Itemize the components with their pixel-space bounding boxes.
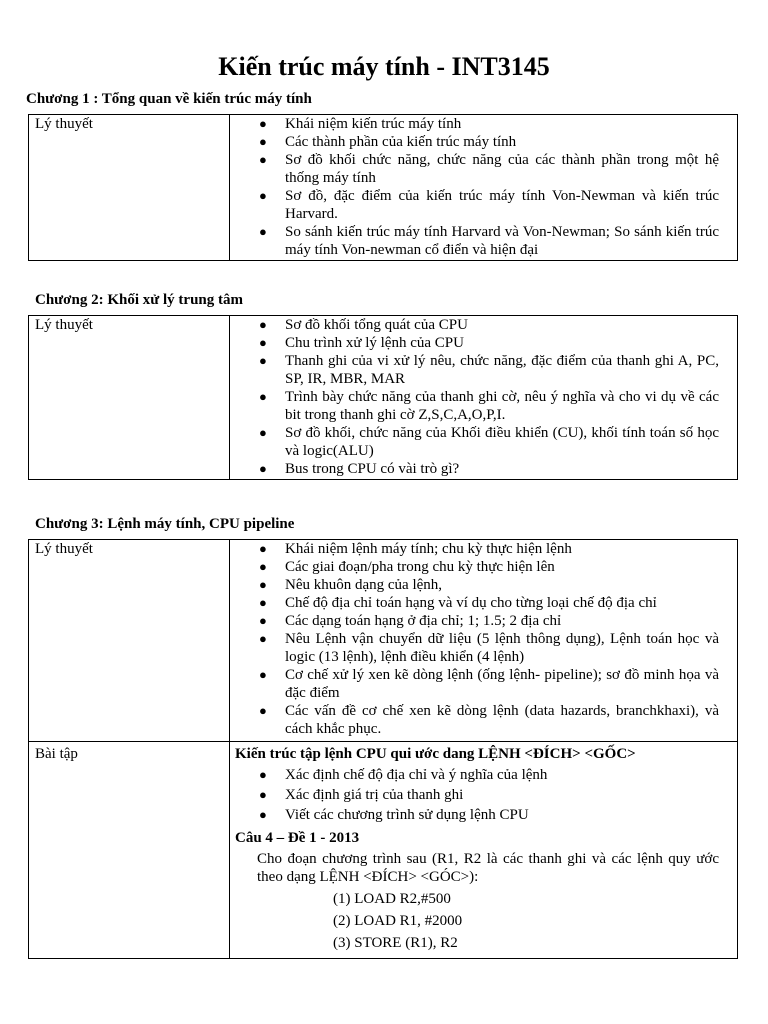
list-item: ● Viết các chương trình sử dụng lệnh CPU bbox=[259, 807, 529, 823]
bullet-icon: ● bbox=[259, 461, 267, 476]
list-item: ● Sơ đồ khối chức năng, chức năng của các thành phần trong một hệ thống máy tính bbox=[259, 152, 719, 186]
row-content bbox=[230, 316, 738, 480]
list-item: ● Xác định giá trị của thanh ghi bbox=[259, 787, 464, 803]
bullet-icon: ● bbox=[259, 703, 267, 718]
row-content bbox=[230, 540, 738, 742]
row-content bbox=[230, 742, 738, 959]
chapter-3-table bbox=[28, 539, 738, 959]
list-item: ● Chế độ địa chỉ toán hạng và ví dụ cho từng loại chế độ địa chỉ bbox=[259, 595, 657, 611]
list-item: ● So sánh kiến trúc máy tính Harvard và Von-Newman; So sánh kiến trúc máy tính Von-newman cổ điển và hiện đại bbox=[259, 224, 719, 258]
bullet-icon: ● bbox=[259, 317, 267, 332]
bullet-icon: ● bbox=[259, 335, 267, 350]
bullet-icon: ● bbox=[259, 541, 267, 556]
table-row bbox=[29, 540, 738, 742]
bullet-icon: ● bbox=[259, 767, 267, 782]
list-item: ● Sơ đồ khối, chức năng của Khối điều khiển (CU), khối tính toán số học và logic(ALU) bbox=[259, 425, 719, 459]
bullet-icon: ● bbox=[259, 224, 267, 239]
bullet-icon: ● bbox=[259, 188, 267, 203]
chapter-1-heading: Chương 1 : Tổng quan về kiến trúc máy tính bbox=[26, 91, 312, 107]
list-item: ● Trình bày chức năng của thanh ghi cờ, nêu ý nghĩa và cho vi dụ về các bit trong thanh ghi cờ Z,S,C,A,O,P,I. bbox=[259, 389, 719, 423]
bullet-icon: ● bbox=[259, 595, 267, 610]
list-item: ● Sơ đồ khối tổng quát của CPU bbox=[259, 317, 468, 333]
bullet-icon: ● bbox=[259, 613, 267, 628]
chapter-2-table bbox=[28, 315, 738, 480]
list-item: ● Chu trình xử lý lệnh của CPU bbox=[259, 335, 464, 351]
chapter-2-heading: Chương 2: Khối xử lý trung tâm bbox=[35, 292, 243, 308]
chapter-3-heading: Chương 3: Lệnh máy tính, CPU pipeline bbox=[35, 516, 295, 532]
code-line: (2) LOAD R1, #2000 bbox=[333, 913, 463, 929]
list-item: ● Nêu Lệnh vận chuyển dữ liệu (5 lệnh thông dụng), Lệnh toán học và logic (13 lệnh), lệnh điều khiển (4 lệnh) bbox=[259, 631, 719, 665]
bullet-icon: ● bbox=[259, 116, 267, 131]
question-title: Câu 4 – Đề 1 - 2013 bbox=[235, 830, 360, 846]
list-item: ● Cơ chế xử lý xen kẽ dòng lệnh (ống lệnh- pipeline); sơ đồ minh họa và đặc điểm bbox=[259, 667, 719, 701]
exercise-heading: Kiến trúc tập lệnh CPU qui ước dang LỆNH <ĐÍCH> <GỐC> bbox=[235, 746, 636, 762]
bullet-icon: ● bbox=[259, 787, 267, 802]
list-item: ● Nêu khuôn dạng của lệnh, bbox=[259, 577, 443, 593]
list-item: ● Các thành phần của kiến trúc máy tính bbox=[259, 134, 517, 150]
row-label: Lý thuyết bbox=[29, 115, 230, 261]
row-label: Lý thuyết bbox=[29, 316, 230, 480]
chapter-1-table bbox=[28, 114, 738, 261]
row-label: Lý thuyết bbox=[29, 540, 230, 742]
table-row bbox=[29, 316, 738, 480]
bullet-icon: ● bbox=[259, 425, 267, 440]
bullet-icon: ● bbox=[259, 389, 267, 404]
bullet-icon: ● bbox=[259, 559, 267, 574]
list-item: ● Khái niệm lệnh máy tính; chu kỳ thực hiện lệnh bbox=[259, 541, 572, 557]
bullet-icon: ● bbox=[259, 577, 267, 592]
list-item: ● Các vấn đề cơ chế xen kẽ dòng lệnh (data hazards, branchkhaxi), và cách khắc phục. bbox=[259, 703, 719, 737]
page-title: Kiến trúc máy tính - INT3145 bbox=[218, 52, 550, 81]
bullet-icon: ● bbox=[259, 667, 267, 682]
list-item: ● Sơ đồ, đặc điểm của kiến trúc máy tính Von-Newman và kiến trúc Harvard. bbox=[259, 188, 719, 222]
list-item: ● Khái niệm kiến trúc máy tính bbox=[259, 116, 462, 132]
code-line: (1) LOAD R2,#500 bbox=[333, 891, 451, 907]
bullet-icon: ● bbox=[259, 134, 267, 149]
bullet-icon: ● bbox=[259, 152, 267, 167]
row-label: Bài tập bbox=[29, 742, 230, 959]
row-content bbox=[230, 115, 738, 261]
list-item: ● Các dạng toán hạng ở địa chỉ; 1; 1.5; 2 địa chỉ bbox=[259, 613, 562, 629]
topic-list bbox=[235, 115, 719, 259]
table-row bbox=[29, 115, 738, 261]
bullet-icon: ● bbox=[259, 807, 267, 822]
list-item: ● Các giai đoạn/pha trong chu kỳ thực hiện lên bbox=[259, 559, 555, 575]
list-item: ● Xác định chế độ địa chỉ và ý nghĩa của lệnh bbox=[259, 767, 548, 783]
table-row bbox=[29, 742, 738, 959]
question-text: Cho đoạn chương trình sau (R1, R2 là các thanh ghi và các lệnh quy ước theo dạng LỆNH <ĐÍCH> <GÓC>): bbox=[257, 851, 719, 885]
bullet-icon: ● bbox=[259, 631, 267, 646]
topic-list bbox=[235, 316, 719, 478]
topic-list bbox=[235, 540, 719, 738]
bullet-icon: ● bbox=[259, 353, 267, 368]
list-item: ● Thanh ghi của vi xử lý nêu, chức năng, đặc điểm của thanh ghi A, PC, SP, IR, MBR, MAR bbox=[259, 353, 719, 387]
list-item: ● Bus trong CPU có vài trò gì? bbox=[259, 461, 460, 477]
code-line: (3) STORE (R1), R2 bbox=[333, 935, 458, 951]
exercise-list bbox=[235, 765, 719, 825]
